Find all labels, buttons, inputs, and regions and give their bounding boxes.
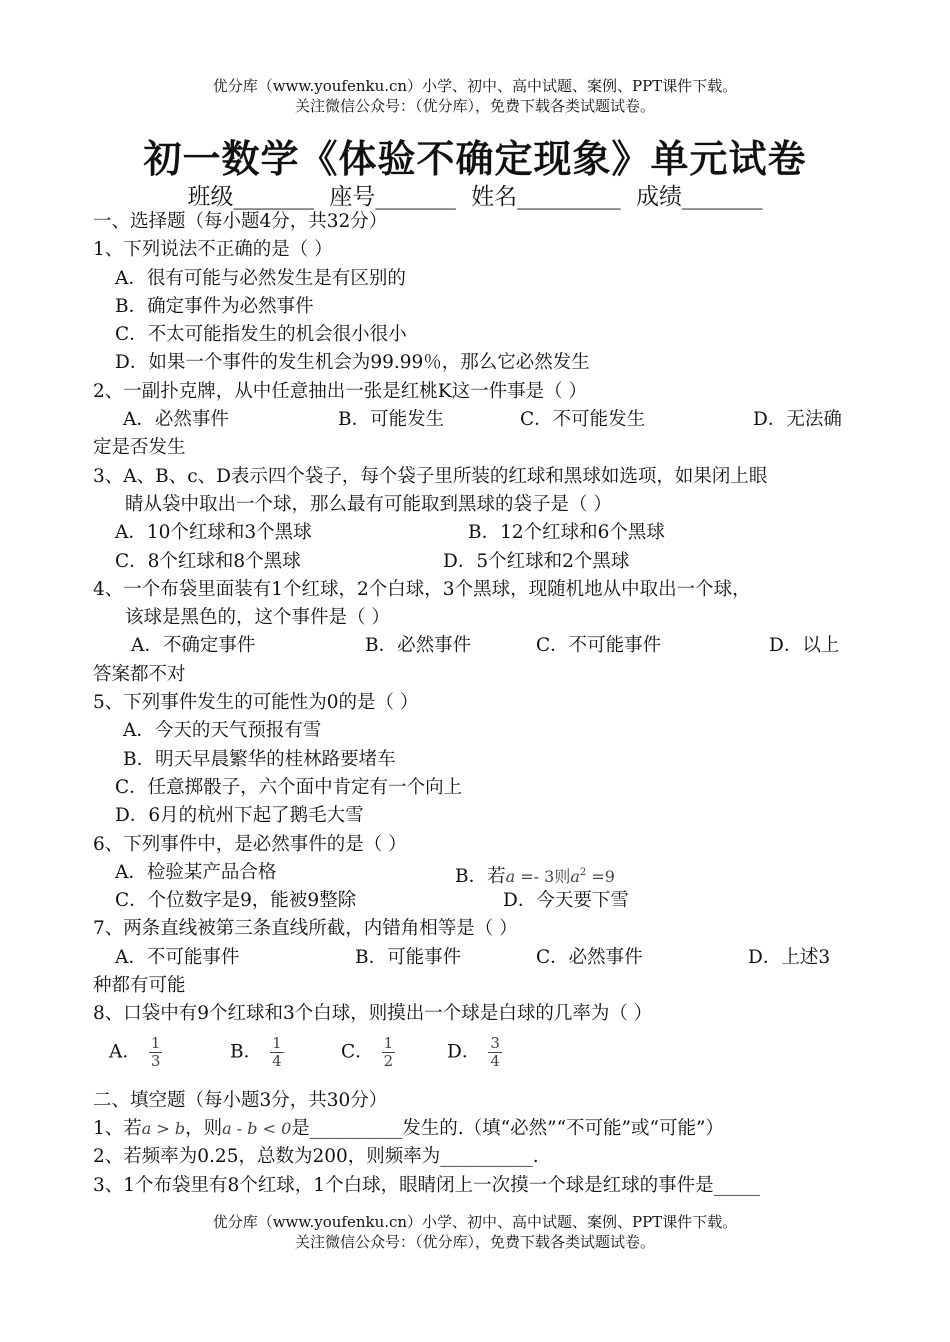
q4-option-a: A．不确定事件 — [131, 635, 256, 657]
q2-option-a: A．必然事件 — [123, 409, 229, 431]
seat-field: 座号_______ — [329, 184, 456, 210]
q8-c-denominator: 2 — [383, 1051, 394, 1070]
q8-b-numerator: 1 — [272, 1033, 282, 1052]
class-field: 班级_______ — [187, 184, 315, 210]
q8-option-b-label: B． — [230, 1041, 263, 1063]
q8-option-a-label: A． — [109, 1041, 141, 1063]
q8-option-a-fraction — [149, 1035, 163, 1070]
q6-option-b-mid: =- 3则 — [515, 866, 571, 886]
q1-stem: 1、下列说法不正确的是（ ） — [93, 239, 333, 261]
q3-options-row-2 — [93, 548, 868, 576]
q6-options-row-2 — [93, 887, 868, 915]
q8-option-c — [341, 1035, 395, 1070]
exam-title: 初一数学《体验不确定现象》单元试卷 — [143, 137, 807, 181]
name-field: 姓名_________ — [471, 184, 621, 210]
page-footer — [0, 1212, 950, 1252]
q4-stem-line-1: 4、一个布袋里面装有1个红球，2个白球，3个黑球，现随机地从中取出一个球， — [93, 578, 751, 600]
q3-stem-line-2: 睛从袋中取出一个球，那么最有可能取到黑球的袋子是（ ） — [125, 493, 612, 515]
q6-option-a: A．检验某产品合格 — [115, 861, 277, 883]
q6-exponent: 2 — [579, 866, 587, 878]
q6-option-c: C．个位数字是9，能被9整除 — [115, 890, 357, 912]
q6-options-row-1 — [93, 859, 868, 887]
q5-option-c: C．任意掷骰子，六个面中肯定有一个向上 — [115, 776, 463, 798]
fill-q1-mid: ，则 — [185, 1117, 223, 1139]
q6-option-b-prefix: B．若 — [455, 865, 506, 887]
footer-line-2: 关注微信公众号：（优分库），免费下载各类试题试卷。 — [294, 1233, 655, 1251]
q1-option-c: C．不太可能指发生的机会很小很小 — [115, 324, 407, 346]
q8-option-c-fraction — [382, 1035, 396, 1070]
q6-stem: 6、下列事件中，是必然事件的是（ ） — [93, 833, 407, 855]
q8-d-denominator: 4 — [490, 1051, 500, 1070]
q6-var-a: a — [505, 866, 516, 886]
q5-option-a: A．今天的天气预报有雪 — [123, 720, 322, 742]
section-1-heading: 一、选择题（每小题4分，共32分） — [93, 211, 388, 232]
q7-stem: 7、两条直线被第三条直线所截，内错角相等是（ ） — [93, 918, 518, 940]
q3-option-c: C．8个红球和8个黑球 — [115, 550, 301, 572]
page-header — [0, 76, 950, 116]
q8-b-denominator: 4 — [272, 1051, 282, 1070]
q3-stem-line-1: 3、A、B、c、D表示四个袋子，每个袋子里所装的红球和黑球如选项，如果闭上眼 — [93, 465, 768, 487]
header-line-2: 关注微信公众号：（优分库），免费下载各类试题试卷。 — [294, 97, 655, 115]
q7-option-b: B．可能事件 — [355, 946, 462, 968]
student-info-line — [0, 178, 950, 211]
q6-option-b-end: =9 — [586, 866, 615, 886]
q5-option-b: B．明天早晨繁华的桂林路要堵车 — [123, 748, 396, 770]
q7-options-row — [93, 944, 868, 972]
q4-option-b: B．必然事件 — [365, 635, 472, 657]
q4-option-d: D．以上 — [769, 635, 840, 657]
q7-option-d: D．上述3 — [748, 946, 831, 968]
q8-option-d — [447, 1035, 502, 1070]
fill-q1-expression: a - b < 0 — [222, 1118, 292, 1138]
fill-q1-condition: a > b — [141, 1118, 186, 1138]
q1-option-d: D．如果一个事件的发生机会为99.99％，那么它必然发生 — [115, 352, 590, 374]
q4-option-c: C．不可能事件 — [536, 635, 662, 657]
score-field: 成绩_______ — [635, 184, 763, 210]
q3-option-d: D．5个红球和2个黑球 — [443, 550, 630, 572]
q2-option-d: D．无法确 — [753, 409, 842, 431]
q6-option-d: D．今天要下雪 — [503, 890, 629, 912]
q8-option-b — [230, 1035, 284, 1070]
q2-stem: 2、一副扑克牌，从中任意抽出一张是红桃K这一件事是（ ） — [93, 380, 587, 402]
q8-c-numerator: 1 — [383, 1033, 394, 1052]
q8-option-a — [109, 1035, 162, 1070]
q4-stem-line-2: 该球是黑色的，这个事件是（ ） — [125, 607, 390, 629]
q6-var-a-squared: a — [570, 866, 580, 886]
q3-option-a: A．10个红球和3个黑球 — [115, 522, 312, 544]
footer-line-1: 优分库（www.youfenku.cn）小学、初中、高中试题、案例、PPT课件下载。 — [212, 1213, 738, 1231]
q8-option-d-label: D． — [447, 1041, 481, 1063]
q7-option-d-continued: 种都有可能 — [93, 975, 186, 997]
q2-options-row — [93, 406, 868, 434]
section-2-heading: 二、填空题（每小题3分，共30分） — [93, 1089, 388, 1111]
q1-option-a: A．很有可能与必然发生是有区别的 — [115, 267, 406, 289]
fill-q1-blank-text: 是__________发生的.（填“必然”“不可能”或“可能”） — [291, 1117, 724, 1139]
q8-d-numerator: 3 — [490, 1033, 500, 1052]
q8-option-d-fraction — [488, 1035, 502, 1070]
q8-option-b-fraction — [270, 1035, 284, 1070]
q4-options-row — [93, 632, 868, 660]
header-line-1: 优分库（www.youfenku.cn）小学、初中、高中试题、案例、PPT课件下载。 — [212, 77, 738, 95]
q8-a-numerator: 1 — [150, 1033, 161, 1052]
q8-options-row — [93, 1029, 868, 1087]
fill-q1-prefix: 1、若 — [93, 1117, 142, 1139]
fill-q3: 3、1个布袋里有8个红球，1个白球，眼睛闭上一次摸一个球是红球的事件是_____ — [93, 1174, 760, 1196]
q8-a-denominator: 3 — [150, 1051, 161, 1070]
exam-body — [93, 208, 868, 1200]
q5-option-d: D．6月的杭州下起了鹅毛大雪 — [115, 805, 364, 827]
q3-options-row-1 — [93, 519, 868, 547]
q5-stem: 5、下列事件发生的可能性为0的是（ ） — [93, 692, 419, 714]
q8-stem: 8、口袋中有9个红球和3个白球，则摸出一个球是白球的几率为（ ） — [93, 1003, 653, 1025]
q2-option-d-continued: 定是否发生 — [93, 437, 186, 459]
q8-option-c-label: C． — [341, 1041, 374, 1063]
fill-q2: 2、若频率为0.25，总数为200，则频率为__________. — [93, 1146, 539, 1168]
q2-option-b: B．可能发生 — [338, 409, 445, 431]
q4-option-d-continued: 答案都不对 — [93, 663, 186, 685]
q7-option-a: A．不可能事件 — [115, 946, 240, 968]
q1-option-b: B．确定事件为必然事件 — [115, 295, 314, 317]
q3-option-b: B．12个红球和6个黑球 — [468, 522, 665, 544]
q7-option-c: C．必然事件 — [536, 946, 643, 968]
fill-q1 — [93, 1115, 868, 1143]
q2-option-c: C．不可能发生 — [520, 409, 646, 431]
